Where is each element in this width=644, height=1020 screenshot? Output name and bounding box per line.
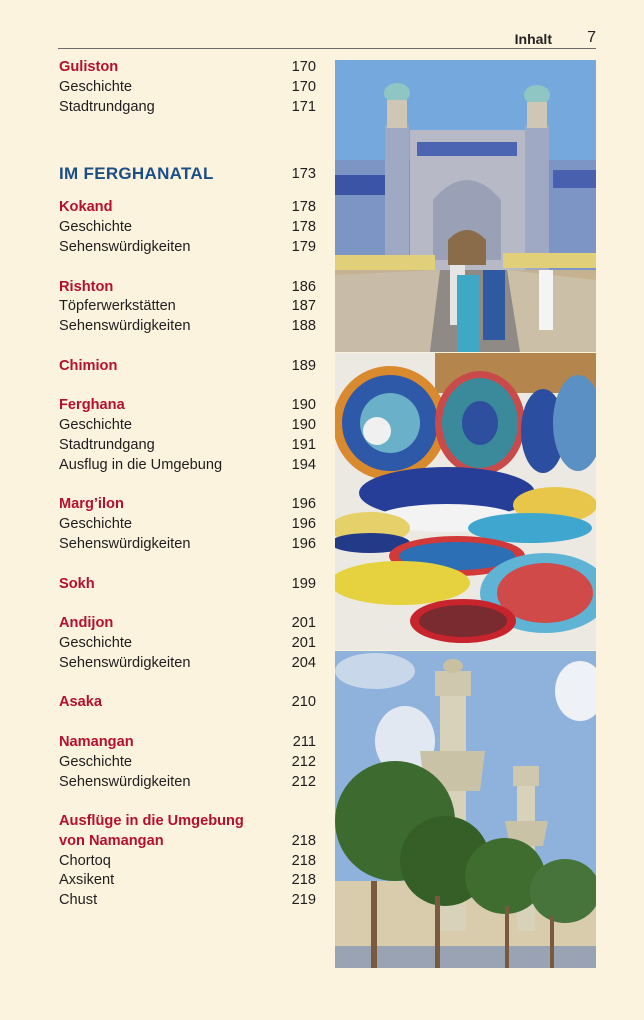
- toc-entry: [59, 416, 316, 436]
- toc-entry: [59, 852, 316, 872]
- toc-label: Ausflug in die Umgebung: [59, 456, 223, 473]
- toc-page: 218: [291, 832, 316, 849]
- toc-page: 199: [291, 575, 316, 592]
- toc-label: Sehenswürdigkeiten: [59, 318, 191, 335]
- toc-label: Marg’ilon: [59, 496, 124, 513]
- toc-entry: [59, 812, 316, 832]
- toc-entry: [59, 98, 316, 118]
- toc-page: 194: [291, 456, 316, 473]
- toc-entry: [59, 58, 316, 78]
- toc-label: Töpferwerkstätten: [59, 298, 176, 315]
- toc-entry: [59, 357, 316, 377]
- toc-page: 201: [291, 615, 316, 632]
- toc-label: Geschichte: [59, 753, 133, 770]
- toc-page: 218: [291, 872, 316, 889]
- toc-entry: [59, 535, 316, 555]
- toc-page: 171: [291, 98, 316, 115]
- toc-label: Stadtrundgang: [59, 436, 155, 453]
- ceramic-plates-photo: [335, 353, 596, 650]
- toc-page: 178: [291, 199, 316, 216]
- photo-column: [335, 60, 596, 968]
- toc-entry: [59, 78, 316, 98]
- toc-entry: [59, 654, 316, 674]
- toc-entry: [59, 753, 316, 773]
- toc-region-heading: [59, 161, 316, 187]
- toc-entry: [59, 634, 316, 654]
- toc-entry: [59, 871, 316, 891]
- toc-page: 218: [291, 852, 316, 869]
- mosque-minarets-photo: [335, 651, 596, 968]
- toc-entry: [59, 773, 316, 793]
- toc-label: Geschichte: [59, 219, 133, 236]
- toc-entry: [59, 575, 316, 595]
- toc-page: 170: [291, 59, 316, 75]
- toc-label: Chust: [59, 892, 98, 909]
- toc-entry: [59, 515, 316, 535]
- toc-entry: [59, 436, 316, 456]
- toc-page: 201: [291, 634, 316, 651]
- toc-page: 212: [291, 753, 316, 770]
- toc-label: Geschichte: [59, 417, 133, 434]
- toc-label: IM FERGHANATAL: [59, 164, 214, 184]
- tiled-palace-gate-photo: [335, 60, 596, 352]
- toc-label: von Namangan: [59, 832, 164, 849]
- toc-page: 186: [291, 278, 316, 295]
- toc-label: Axsikent: [59, 872, 115, 889]
- toc-page: 190: [291, 417, 316, 434]
- toc-label: Stadtrundgang: [59, 98, 155, 115]
- toc-entry: [59, 693, 316, 713]
- toc-entry: [59, 396, 316, 416]
- toc-label: Kokand: [59, 199, 113, 216]
- toc-page: 196: [291, 496, 316, 513]
- toc-label: Namangan: [59, 733, 134, 750]
- toc-entry: [59, 198, 316, 218]
- toc-page: 170: [291, 78, 316, 95]
- toc-entry: [59, 495, 316, 515]
- toc-page: 210: [291, 694, 316, 711]
- toc-entry: [59, 614, 316, 634]
- toc-page: 188: [291, 318, 316, 335]
- toc-label: Guliston: [59, 59, 119, 75]
- toc-label: Ausflüge in die Umgebung: [59, 813, 244, 830]
- toc-entry: [59, 456, 316, 476]
- toc-page: 219: [291, 892, 316, 909]
- toc-page: 190: [291, 397, 316, 414]
- toc-page: 196: [291, 516, 316, 533]
- toc-page: 187: [291, 298, 316, 315]
- running-header: [58, 28, 596, 49]
- toc-page: 173: [291, 166, 316, 183]
- toc-label: Sehenswürdigkeiten: [59, 238, 191, 255]
- toc-label: Sokh: [59, 575, 95, 592]
- toc-page: 178: [291, 219, 316, 236]
- section-title: Inhalt: [514, 31, 552, 47]
- table-of-contents: [59, 58, 316, 911]
- toc-label: Geschichte: [59, 78, 133, 95]
- toc-page: 211: [292, 733, 316, 750]
- toc-entry: [59, 891, 316, 911]
- toc-label: Geschichte: [59, 634, 133, 651]
- toc-entry: [59, 832, 316, 852]
- toc-label: Asaka: [59, 694, 103, 711]
- toc-entry: [59, 218, 316, 238]
- page-number: 7: [587, 29, 596, 46]
- toc-label: Chortoq: [59, 852, 111, 869]
- toc-entry: [59, 733, 316, 753]
- toc-label: Sehenswürdigkeiten: [59, 654, 191, 671]
- toc-label: Chimion: [59, 357, 118, 374]
- toc-page: 196: [291, 535, 316, 552]
- toc-entry: [59, 297, 316, 317]
- toc-page: 179: [291, 238, 316, 255]
- toc-entry: [59, 238, 316, 258]
- toc-label: Sehenswürdigkeiten: [59, 773, 191, 790]
- toc-page: 191: [291, 436, 316, 453]
- toc-label: Geschichte: [59, 516, 133, 533]
- toc-label: Andijon: [59, 615, 114, 632]
- toc-label: Ferghana: [59, 397, 125, 414]
- toc-page: 204: [291, 654, 316, 671]
- toc-entry: [59, 317, 316, 337]
- toc-page: 189: [291, 357, 316, 374]
- toc-entry: [59, 278, 316, 298]
- toc-label: Rishton: [59, 278, 114, 295]
- toc-label: Sehenswürdigkeiten: [59, 535, 191, 552]
- toc-page: 212: [291, 773, 316, 790]
